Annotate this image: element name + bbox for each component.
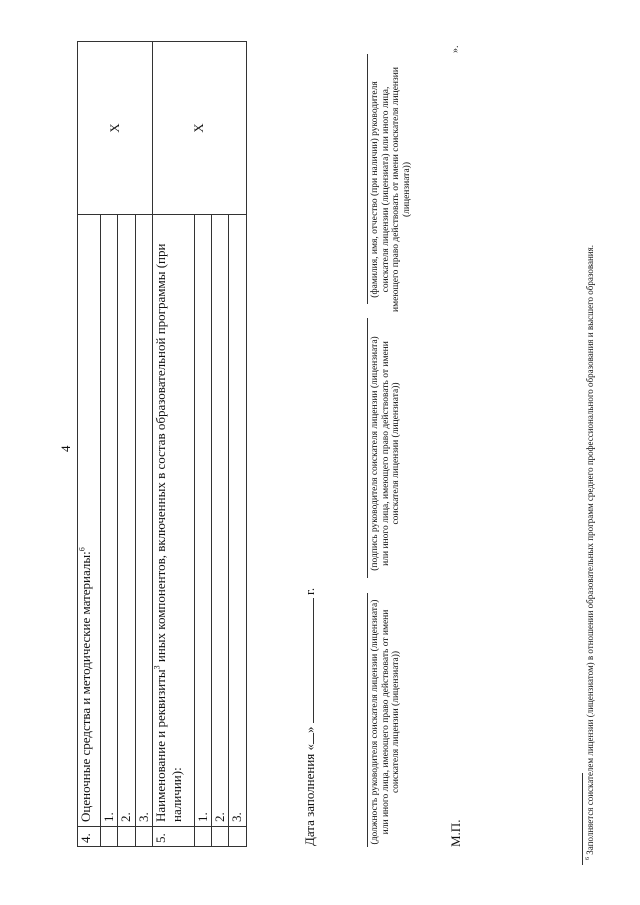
footnote: $^6$ Заполняется соискателем лицензии (лицензиатом) в отношении образовательных программ среднего профессионального образования и высшего образования. <box>585 244 595 860</box>
position-caption: (должность руководителя соискателя лицензии (лицензиата) или иного лица, имеющего право действовать от имени соискателя лицензии (лицензиата)) <box>370 599 401 845</box>
name-line <box>367 54 368 304</box>
position-line <box>367 593 368 847</box>
table-row <box>78 42 101 847</box>
page-number: 4 <box>58 445 73 452</box>
footnote-separator <box>582 773 583 865</box>
signature-caption: (подпись руководителя соискателя лицензии (лицензиата) или иного лица, имеющего право действовать от имени соискателя лицензии (лицензиата)) <box>370 336 401 571</box>
components-table <box>77 41 247 847</box>
list-item: 2. <box>118 215 135 827</box>
row-mark: X <box>152 42 246 215</box>
list-item: 3. <box>229 215 246 827</box>
list-item: 3. <box>135 215 152 827</box>
row-number: 5. <box>152 827 194 847</box>
row-title: Оценочные средства и методические материалы:$^6$ <box>78 215 101 827</box>
fill-date-line: Дата заполнения «» г. <box>302 587 317 846</box>
list-item: 1. <box>194 215 211 827</box>
table-row <box>152 42 194 847</box>
list-item: 1. <box>101 215 118 827</box>
stamp-label: М.П. <box>448 819 463 847</box>
row-title: Наименование и реквизиты$^3$ иных компонентов, включенных в состав образовательной программы (при наличии): <box>152 215 194 827</box>
row-mark: X <box>78 42 153 215</box>
closing-quote: ». <box>450 45 461 53</box>
list-item: 2. <box>212 215 229 827</box>
signature-line <box>367 318 368 578</box>
name-caption: (фамилия, имя, отчество (при наличии) руководителя соискателя лицензии (лицензиата) или иного лица, имеющего право действовать от имени соискателя лицензии (лицензиата)) <box>370 67 412 312</box>
row-number: 4. <box>78 827 101 847</box>
